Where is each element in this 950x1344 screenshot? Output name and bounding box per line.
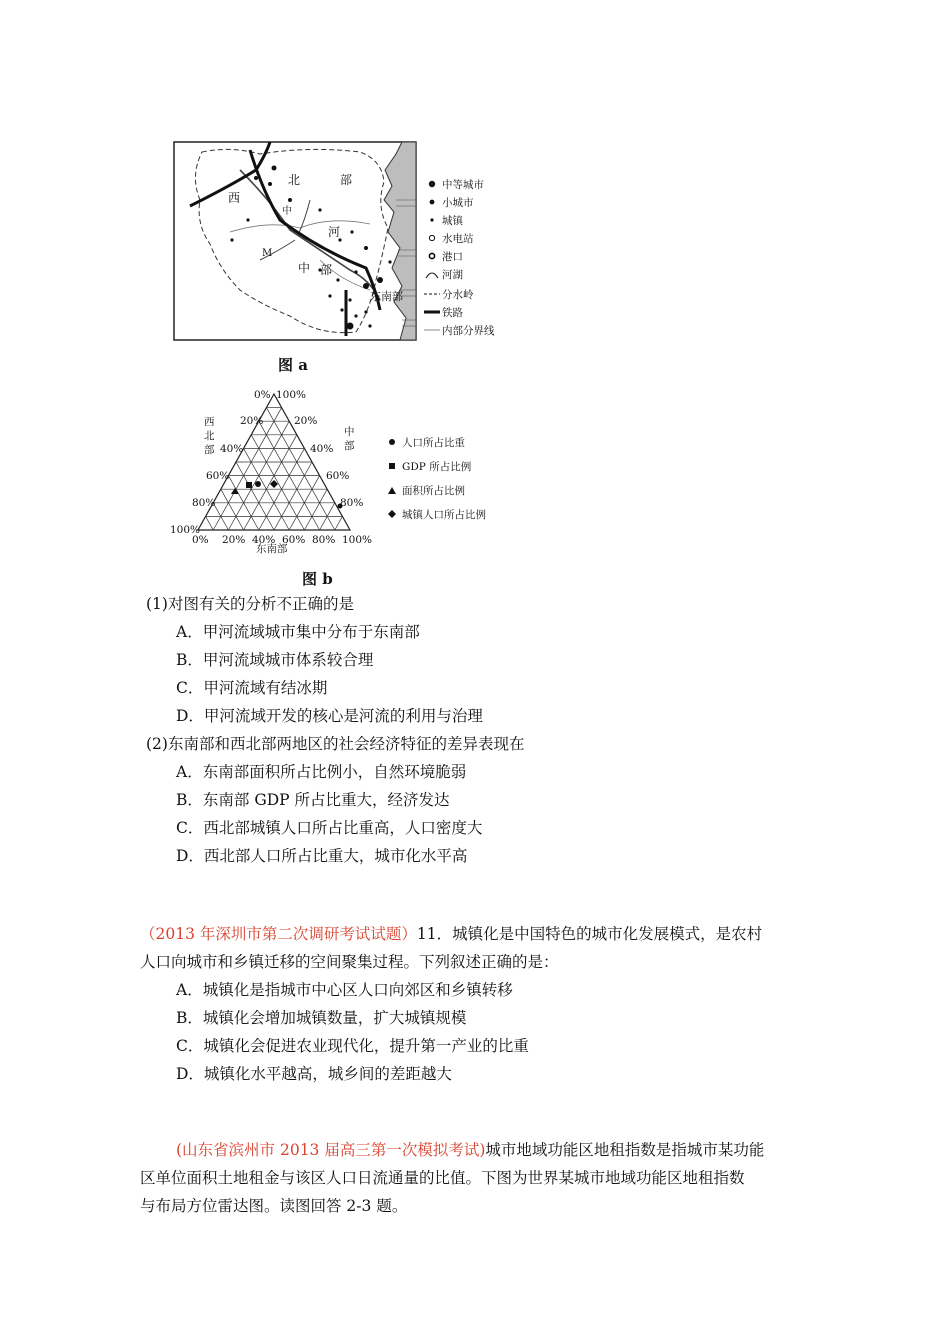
q2-option-b: B．东南部 GDP 所占比重大，经济发达	[176, 791, 450, 809]
svg-text:100%: 100%	[276, 389, 307, 401]
q4-line3: 与布局方位雷达图。读图回答 2-3 题。	[140, 1197, 408, 1215]
svg-text:80%: 80%	[312, 534, 336, 546]
svg-text:100%: 100%	[342, 534, 373, 546]
svg-text:60%: 60%	[206, 470, 230, 482]
svg-text:中: 中	[344, 426, 355, 438]
q3-option-d: D．城镇化水平越高，城乡间的差距越大	[176, 1065, 452, 1083]
q1-stem: (1)对图有关的分析不正确的是	[146, 595, 354, 613]
q3-source: （2013 年深圳市第二次调研考试试题）	[140, 925, 417, 943]
svg-text:40%: 40%	[220, 443, 244, 455]
svg-text:部: 部	[344, 440, 355, 452]
q2-option-c: C．西北部城镇人口所占比重高，人口密度大	[176, 819, 483, 837]
svg-text:中: 中	[298, 261, 311, 275]
svg-text:GDP 所占比例: GDP 所占比例	[402, 461, 472, 473]
q1-option-c: C．甲河流域有结冰期	[176, 679, 328, 697]
q2-option-a: A．东南部面积所占比例小，自然环境脆弱	[176, 763, 467, 781]
svg-text:M: M	[262, 248, 273, 259]
q4-line1-text: 城市地域功能区地租指数是指城市某功能	[485, 1141, 765, 1159]
svg-text:中等城市: 中等城市	[442, 179, 484, 191]
svg-text:小城市: 小城市	[442, 197, 474, 209]
svg-text:北: 北	[288, 173, 301, 187]
svg-text:部: 部	[340, 173, 353, 187]
q1-option-d: D．甲河流域开发的核心是河流的利用与治理	[176, 707, 483, 725]
q2-option-d: D．西北部人口所占比重大，城市化水平高	[176, 847, 468, 865]
q3-stem-text: 11．城镇化是中国特色的城市化发展模式，是农村	[416, 925, 763, 943]
svg-text:东南部: 东南部	[370, 290, 403, 303]
svg-text:北: 北	[204, 430, 215, 442]
svg-text:80%: 80%	[192, 497, 216, 509]
svg-text:西: 西	[228, 191, 241, 205]
svg-text:分水岭: 分水岭	[442, 289, 474, 301]
q2-stem: (2)东南部和西北部两地区的社会经济特征的差异表现在	[146, 735, 525, 753]
q4-line1	[176, 1139, 764, 1161]
q4-source: (山东省滨州市 2013 届高三第一次模拟考试)	[176, 1141, 486, 1159]
svg-text:东南部: 东南部	[256, 543, 288, 554]
svg-text:城镇人口所占比例: 城镇人口所占比例	[402, 509, 486, 521]
svg-text:20%: 20%	[294, 415, 318, 427]
q3-stem-line1	[140, 923, 762, 945]
svg-text:20%: 20%	[240, 415, 264, 427]
svg-text:80%: 80%	[340, 497, 364, 509]
figure-a-map	[170, 140, 510, 350]
svg-text:中: 中	[282, 206, 292, 217]
q3-option-b: B．城镇化会增加城镇数量，扩大城镇规模	[176, 1009, 467, 1027]
figure-b-caption: 图 b	[302, 570, 333, 588]
svg-text:内部分界线: 内部分界线	[442, 325, 495, 337]
q3-stem-line2: 人口向城市和乡镇迁移的空间聚集过程。下列叙述正确的是：	[140, 953, 559, 971]
svg-text:水电站: 水电站	[442, 233, 474, 245]
figure-a-caption: 图 a	[278, 356, 308, 374]
q1-option-a: A．甲河流域城市集中分布于东南部	[176, 623, 420, 641]
svg-text:西: 西	[204, 416, 215, 428]
svg-text:面积所占比例: 面积所占比例	[402, 485, 465, 497]
q1-option-b: B．甲河流域城市体系较合理	[176, 651, 374, 669]
q4-line2: 区单位面积土地租金与该区人口日流通量的比值。下图为世界某城市地域功能区地租指数	[140, 1169, 745, 1187]
q3-option-a: A．城镇化是指城市中心区人口向郊区和乡镇转移	[176, 981, 513, 999]
svg-text:0%: 0%	[254, 389, 271, 401]
q3-option-c: C．城镇化会促进农业现代化，提升第一产业的比重	[176, 1037, 529, 1055]
svg-text:港口: 港口	[442, 251, 463, 263]
svg-text:40%: 40%	[310, 443, 334, 455]
svg-text:0%: 0%	[192, 534, 209, 546]
svg-text:60%: 60%	[282, 534, 306, 546]
svg-text:60%: 60%	[326, 470, 350, 482]
svg-text:40%: 40%	[252, 534, 276, 546]
svg-text:部: 部	[320, 263, 333, 277]
svg-text:人口所占比重: 人口所占比重	[402, 437, 465, 449]
svg-text:铁路: 铁路	[442, 307, 463, 319]
svg-text:100%: 100%	[170, 524, 201, 536]
svg-text:20%: 20%	[222, 534, 246, 546]
svg-text:部: 部	[204, 444, 215, 456]
svg-text:城镇: 城镇	[442, 215, 463, 227]
svg-text:河: 河	[328, 225, 341, 239]
figure-b-ternary	[170, 382, 510, 554]
svg-text:河湖: 河湖	[442, 269, 463, 281]
